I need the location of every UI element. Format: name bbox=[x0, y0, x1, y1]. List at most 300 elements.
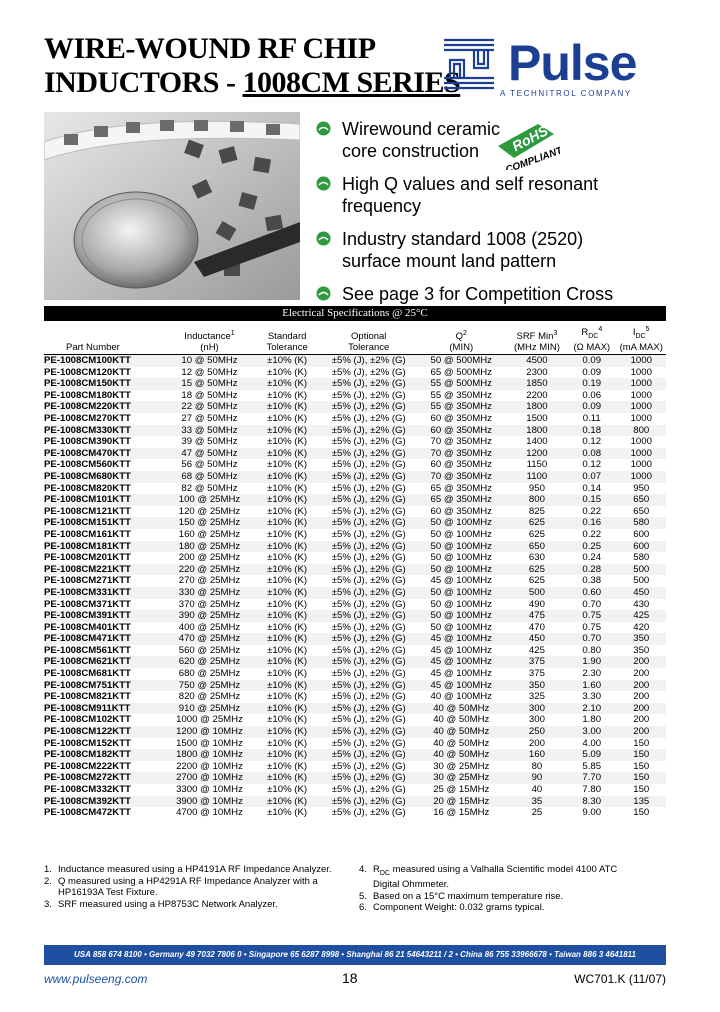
q-cell: 65 @ 500MHz bbox=[430, 366, 492, 378]
srf-cell: 625 bbox=[528, 528, 545, 540]
srf-cell: 490 bbox=[528, 598, 545, 610]
optional-tolerance-cell: ±5% (J), ±2% (G) bbox=[331, 807, 406, 819]
table-row bbox=[44, 506, 666, 518]
feature-item bbox=[316, 228, 676, 272]
q-cell: 40 @ 50MHz bbox=[433, 714, 490, 726]
table-row bbox=[44, 541, 666, 553]
inductance-cell: 1800 @ 10MHz bbox=[166, 749, 252, 761]
col-q-unit: (MIN) bbox=[449, 342, 474, 354]
optional-tolerance-cell: ±5% (J), ±2% (G) bbox=[322, 796, 416, 808]
srf-cell: 300 bbox=[507, 703, 567, 715]
inductance-cell: 39 @ 50MHz bbox=[181, 436, 238, 448]
rohs-badge-sublabel: COMPLIANT bbox=[504, 145, 560, 170]
optional-tolerance-cell: ±5% (J), ±2% (G) bbox=[331, 598, 406, 610]
inductance-cell: 56 @ 50MHz bbox=[181, 459, 238, 471]
q-cell: 55 @ 350MHz bbox=[430, 389, 492, 401]
q-cell: 25 @ 15MHz bbox=[433, 784, 490, 796]
srf-cell: 625 bbox=[507, 517, 567, 529]
inductance-cell: 15 @ 50MHz bbox=[166, 378, 252, 390]
q-cell: 40 @ 50MHz bbox=[416, 726, 507, 738]
srf-cell: 4500 bbox=[507, 355, 567, 367]
optional-tolerance-cell: ±5% (J), ±2% (G) bbox=[322, 633, 416, 645]
inductance-cell: 470 @ 25MHz bbox=[166, 633, 252, 645]
col-standard-label-2: Tolerance bbox=[266, 342, 308, 354]
q-cell: 40 @ 50MHz bbox=[433, 737, 490, 749]
q-cell: 50 @ 100MHz bbox=[416, 587, 507, 599]
idc-cell: 200 bbox=[633, 691, 650, 703]
note-6-text: Component Weight: 0.032 grams typical. bbox=[373, 902, 545, 914]
idc-cell: 1000 bbox=[616, 378, 666, 390]
standard-tolerance-cell: ±10% (K) bbox=[267, 691, 308, 703]
table-row bbox=[44, 749, 666, 761]
part-number-cell: PE-1008CM121KTT bbox=[44, 505, 131, 517]
q-cell: 45 @ 100MHz bbox=[430, 668, 492, 680]
col-rdc-sub: DC bbox=[588, 333, 599, 341]
feature-text: Wirewound ceramic bbox=[342, 119, 501, 139]
rdc-cell: 0.60 bbox=[567, 587, 616, 599]
col-idc-sub: DC bbox=[635, 333, 646, 341]
feature-text: surface mount land pattern bbox=[342, 251, 557, 271]
standard-tolerance-cell: ±10% (K) bbox=[253, 517, 322, 529]
srf-cell: 35 bbox=[507, 796, 567, 808]
table-row bbox=[44, 494, 666, 506]
rdc-cell: 0.09 bbox=[567, 401, 616, 413]
idc-cell: 950 bbox=[633, 482, 650, 494]
idc-cell: 1000 bbox=[630, 366, 652, 378]
table-row bbox=[44, 355, 666, 367]
q-cell: 50 @ 100MHz bbox=[416, 541, 507, 553]
optional-tolerance-cell: ±5% (J), ±2% (G) bbox=[322, 610, 416, 622]
q-cell: 45 @ 100MHz bbox=[416, 656, 507, 668]
note-5-text: Based on a 15°C maximum temperature rise. bbox=[373, 890, 564, 902]
feature-text: core construction bbox=[342, 141, 480, 161]
q-cell: 60 @ 350MHz bbox=[416, 425, 507, 437]
col-part-number-label: Part Number bbox=[66, 342, 120, 354]
notes-left bbox=[44, 864, 344, 910]
q-cell: 50 @ 100MHz bbox=[430, 552, 492, 564]
standard-tolerance-cell: ±10% (K) bbox=[253, 355, 322, 367]
title-line-2-prefix: INDUCTORS - bbox=[44, 66, 243, 99]
inductance-cell: 120 @ 25MHz bbox=[178, 505, 241, 517]
col-idc-unit: (mA MAX) bbox=[619, 342, 663, 354]
table-row bbox=[44, 703, 666, 715]
q-cell: 50 @ 100MHz bbox=[430, 598, 492, 610]
standard-tolerance-cell: ±10% (K) bbox=[253, 401, 322, 413]
pulse-logo-icon bbox=[438, 38, 500, 90]
part-number-cell: PE-1008CM270KTT bbox=[44, 413, 131, 425]
part-number-cell: PE-1008CM561KTT bbox=[44, 644, 131, 656]
standard-tolerance-cell: ±10% (K) bbox=[267, 575, 308, 587]
srf-cell: 425 bbox=[528, 644, 545, 656]
idc-cell: 420 bbox=[633, 621, 650, 633]
standard-tolerance-cell: ±10% (K) bbox=[253, 378, 322, 390]
idc-cell: 1000 bbox=[616, 355, 666, 367]
idc-cell: 200 bbox=[633, 714, 650, 726]
standard-tolerance-cell: ±10% (K) bbox=[267, 714, 308, 726]
optional-tolerance-cell: ±5% (J), ±2% (G) bbox=[331, 413, 406, 425]
inductance-cell: 22 @ 50MHz bbox=[166, 401, 252, 413]
inductance-cell: 910 @ 25MHz bbox=[166, 703, 252, 715]
rdc-cell: 0.06 bbox=[582, 389, 602, 401]
idc-cell: 1000 bbox=[630, 459, 652, 471]
q-cell: 40 @ 50MHz bbox=[416, 749, 507, 761]
col-rdc bbox=[567, 322, 616, 355]
optional-tolerance-cell: ±5% (J), ±2% (G) bbox=[331, 389, 406, 401]
note-ref: 3 bbox=[553, 329, 558, 337]
rdc-cell: 0.38 bbox=[582, 575, 602, 587]
standard-tolerance-cell: ±10% (K) bbox=[253, 656, 322, 668]
col-rdc-unit: (Ω MAX) bbox=[573, 342, 611, 354]
rohs-badge-label: RoHS bbox=[509, 122, 551, 155]
srf-cell: 2200 bbox=[526, 389, 548, 401]
optional-tolerance-cell: ±5% (J), ±2% (G) bbox=[322, 680, 416, 692]
srf-cell: 160 bbox=[507, 749, 567, 761]
optional-tolerance-cell: ±5% (J), ±2% (G) bbox=[322, 448, 416, 460]
col-srf bbox=[507, 322, 567, 355]
idc-cell: 1000 bbox=[630, 389, 652, 401]
part-number-cell: PE-1008CM151KTT bbox=[44, 517, 166, 529]
rdc-cell: 7.70 bbox=[567, 772, 616, 784]
col-inductance bbox=[166, 322, 252, 355]
q-cell: 70 @ 350MHz bbox=[416, 471, 507, 483]
q-cell: 50 @ 500MHz bbox=[416, 355, 507, 367]
part-number-cell: PE-1008CM472KTT bbox=[44, 807, 131, 819]
optional-tolerance-cell: ±5% (J), ±2% (G) bbox=[322, 749, 416, 761]
table-row bbox=[44, 656, 666, 668]
q-cell: 60 @ 350MHz bbox=[430, 505, 492, 517]
idc-cell: 1000 bbox=[616, 401, 666, 413]
idc-cell: 800 bbox=[616, 425, 666, 437]
optional-tolerance-cell: ±5% (J), ±2% (G) bbox=[331, 528, 406, 540]
idc-cell: 150 bbox=[633, 760, 650, 772]
table-row bbox=[44, 691, 666, 703]
standard-tolerance-cell: ±10% (K) bbox=[267, 598, 308, 610]
rdc-cell: 9.00 bbox=[582, 807, 602, 819]
q-cell: 50 @ 100MHz bbox=[430, 621, 492, 633]
table-row bbox=[44, 645, 666, 657]
col-inductance-label: Inductance bbox=[184, 331, 231, 343]
standard-tolerance-cell: ±10% (K) bbox=[253, 680, 322, 692]
rdc-cell: 0.70 bbox=[582, 598, 602, 610]
inductance-cell: 220 @ 25MHz bbox=[166, 564, 252, 576]
rdc-cell: 0.24 bbox=[582, 552, 602, 564]
spec-table-title: Electrical Specifications @ 25°C bbox=[44, 306, 666, 321]
standard-tolerance-cell: ±10% (K) bbox=[267, 807, 308, 819]
pulse-logo bbox=[438, 35, 668, 100]
col-standard-tolerance bbox=[253, 322, 322, 355]
part-number-cell: PE-1008CM391KTT bbox=[44, 610, 166, 622]
srf-cell: 200 bbox=[528, 737, 545, 749]
green-bullet-icon bbox=[316, 231, 331, 246]
standard-tolerance-cell: ±10% (K) bbox=[253, 587, 322, 599]
optional-tolerance-cell: ±5% (J), ±2% (G) bbox=[322, 378, 416, 390]
note-1-text: Inductance measured using a HP4191A RF Impedance Analyzer. bbox=[58, 864, 332, 875]
inductance-cell: 3900 @ 10MHz bbox=[166, 796, 252, 808]
part-number-cell: PE-1008CM331KTT bbox=[44, 587, 166, 599]
optional-tolerance-cell: ±5% (J), ±2% (G) bbox=[322, 726, 416, 738]
optional-tolerance-cell: ±5% (J), ±2% (G) bbox=[331, 459, 406, 471]
srf-cell: 475 bbox=[507, 610, 567, 622]
optional-tolerance-cell: ±5% (J), ±2% (G) bbox=[331, 691, 406, 703]
inductance-cell: 160 @ 25MHz bbox=[178, 528, 241, 540]
optional-tolerance-cell: ±5% (J), ±2% (G) bbox=[322, 425, 416, 437]
title-series: 1008CM SERIES bbox=[242, 66, 461, 99]
srf-cell: 25 bbox=[531, 807, 543, 819]
idc-cell: 200 bbox=[616, 656, 666, 668]
standard-tolerance-cell: ±10% (K) bbox=[267, 668, 308, 680]
standard-tolerance-cell: ±10% (K) bbox=[267, 482, 308, 494]
q-cell: 50 @ 100MHz bbox=[416, 564, 507, 576]
rdc-cell: 0.11 bbox=[582, 413, 601, 425]
note-2-text-2: HP16193A Test Fixture. bbox=[58, 887, 158, 898]
table-row bbox=[44, 680, 666, 692]
note-4-prefix: R bbox=[373, 864, 380, 875]
part-number-cell: PE-1008CM122KTT bbox=[44, 726, 166, 738]
rdc-cell: 0.15 bbox=[567, 494, 616, 506]
optional-tolerance-cell: ±5% (J), ±2% (G) bbox=[331, 737, 406, 749]
srf-cell: 40 bbox=[531, 784, 543, 796]
idc-cell: 150 bbox=[616, 772, 666, 784]
q-cell: 50 @ 100MHz bbox=[416, 610, 507, 622]
optional-tolerance-cell: ±5% (J), ±2% (G) bbox=[322, 471, 416, 483]
table-row bbox=[44, 552, 666, 564]
inductance-cell: 750 @ 25MHz bbox=[166, 680, 252, 692]
part-number-cell: PE-1008CM332KTT bbox=[44, 784, 131, 796]
table-row bbox=[44, 784, 666, 796]
idc-cell: 350 bbox=[616, 633, 666, 645]
rdc-cell: 0.09 bbox=[567, 355, 616, 367]
inductance-cell: 2700 @ 10MHz bbox=[166, 772, 252, 784]
idc-cell: 425 bbox=[616, 610, 666, 622]
inductance-cell: 10 @ 50MHz bbox=[166, 355, 252, 367]
feature-text: High Q values and self resonant frequency bbox=[342, 174, 599, 216]
spec-table-header bbox=[44, 322, 666, 355]
feature-text: See page 3 for Competition Cross bbox=[342, 284, 614, 304]
q-cell: 30 @ 25MHz bbox=[416, 772, 507, 784]
inductance-cell: 47 @ 50MHz bbox=[166, 448, 252, 460]
srf-cell: 2300 bbox=[526, 366, 548, 378]
q-cell: 40 @ 50MHz bbox=[416, 703, 507, 715]
part-number-cell: PE-1008CM272KTT bbox=[44, 772, 166, 784]
notes-right bbox=[359, 864, 666, 914]
inductance-cell: 330 @ 25MHz bbox=[166, 587, 252, 599]
srf-cell: 1400 bbox=[526, 436, 548, 448]
green-bullet-icon bbox=[316, 176, 331, 191]
idc-cell: 1000 bbox=[616, 448, 666, 460]
col-standard-label: Standard bbox=[267, 331, 307, 343]
part-number-cell: PE-1008CM560KTT bbox=[44, 459, 131, 471]
rdc-cell: 2.30 bbox=[582, 668, 602, 680]
optional-tolerance-cell: ±5% (J), ±2% (G) bbox=[331, 482, 406, 494]
rdc-cell: 0.22 bbox=[582, 528, 602, 540]
website-link[interactable]: www.pulseeng.com bbox=[44, 972, 148, 986]
col-inductance-unit: (nH) bbox=[200, 342, 219, 354]
pulse-logo-tagline: A TECHNITROL COMPANY bbox=[500, 89, 632, 98]
q-cell: 50 @ 100MHz bbox=[430, 528, 492, 540]
standard-tolerance-cell: ±10% (K) bbox=[253, 564, 322, 576]
optional-tolerance-cell: ±5% (J), ±2% (G) bbox=[331, 366, 406, 378]
standard-tolerance-cell: ±10% (K) bbox=[267, 644, 308, 656]
idc-cell: 430 bbox=[633, 598, 650, 610]
idc-cell: 580 bbox=[616, 517, 666, 529]
table-row bbox=[44, 367, 666, 379]
pulse-logo-word: Pulse bbox=[508, 35, 637, 91]
table-row bbox=[44, 622, 666, 634]
part-number-cell: PE-1008CM390KTT bbox=[44, 436, 131, 448]
srf-cell: 90 bbox=[507, 772, 567, 784]
srf-cell: 500 bbox=[507, 587, 567, 599]
rdc-cell: 0.75 bbox=[567, 610, 616, 622]
optional-tolerance-cell: ±5% (J), ±2% (G) bbox=[331, 621, 406, 633]
optional-tolerance-cell: ±5% (J), ±2% (G) bbox=[331, 575, 406, 587]
table-row bbox=[44, 378, 666, 390]
rdc-cell: 0.80 bbox=[582, 644, 602, 656]
srf-cell: 1500 bbox=[526, 413, 548, 425]
title-line-2 bbox=[44, 66, 460, 100]
optional-tolerance-cell: ±5% (J), ±2% (G) bbox=[322, 772, 416, 784]
note-ref: 1 bbox=[230, 329, 235, 337]
q-cell: 55 @ 350MHz bbox=[416, 401, 507, 413]
idc-cell: 650 bbox=[633, 505, 650, 517]
optional-tolerance-cell: ±5% (J), ±2% (G) bbox=[322, 355, 416, 367]
page-title bbox=[44, 32, 460, 100]
standard-tolerance-cell: ±10% (K) bbox=[267, 552, 308, 564]
srf-cell: 800 bbox=[507, 494, 567, 506]
idc-cell: 200 bbox=[616, 703, 666, 715]
table-row bbox=[44, 517, 666, 529]
inductance-cell: 1500 @ 10MHz bbox=[176, 737, 243, 749]
part-number-cell: PE-1008CM751KTT bbox=[44, 680, 166, 692]
note-3-text: SRF measured using a HP8753C Network Analyzer. bbox=[58, 898, 278, 910]
standard-tolerance-cell: ±10% (K) bbox=[267, 737, 308, 749]
standard-tolerance-cell: ±10% (K) bbox=[253, 633, 322, 645]
rdc-cell: 0.18 bbox=[567, 425, 616, 437]
rdc-cell: 0.75 bbox=[582, 621, 602, 633]
rdc-cell: 3.00 bbox=[567, 726, 616, 738]
inductance-cell: 4700 @ 10MHz bbox=[176, 807, 243, 819]
standard-tolerance-cell: ±10% (K) bbox=[267, 784, 308, 796]
q-cell: 30 @ 25MHz bbox=[433, 760, 490, 772]
inductance-cell: 100 @ 25MHz bbox=[166, 494, 252, 506]
standard-tolerance-cell: ±10% (K) bbox=[267, 528, 308, 540]
col-srf-unit: (MHz MIN) bbox=[513, 342, 560, 354]
idc-cell: 580 bbox=[633, 552, 650, 564]
col-optional-tolerance bbox=[322, 322, 416, 355]
part-number-cell: PE-1008CM821KTT bbox=[44, 691, 131, 703]
rdc-cell: 5.85 bbox=[582, 760, 602, 772]
srf-cell: 80 bbox=[531, 760, 543, 772]
standard-tolerance-cell: ±10% (K) bbox=[267, 459, 308, 471]
col-optional-label: Optional bbox=[351, 331, 387, 343]
optional-tolerance-cell: ±5% (J), ±2% (G) bbox=[331, 784, 406, 796]
q-cell: 45 @ 100MHz bbox=[416, 633, 507, 645]
col-optional-label-2: Tolerance bbox=[348, 342, 390, 354]
optional-tolerance-cell: ±5% (J), ±2% (G) bbox=[322, 541, 416, 553]
q-cell: 16 @ 15MHz bbox=[433, 807, 490, 819]
rdc-cell: 4.00 bbox=[582, 737, 602, 749]
idc-cell: 200 bbox=[616, 726, 666, 738]
table-row bbox=[44, 483, 666, 495]
srf-cell: 325 bbox=[528, 691, 545, 703]
green-bullet-icon bbox=[316, 121, 331, 136]
q-cell: 65 @ 350MHz bbox=[416, 494, 507, 506]
part-number-cell: PE-1008CM470KTT bbox=[44, 448, 166, 460]
part-number-cell: PE-1008CM820KTT bbox=[44, 482, 131, 494]
feature-text: Industry standard 1008 (2520) bbox=[342, 229, 584, 249]
standard-tolerance-cell: ±10% (K) bbox=[267, 389, 308, 401]
idc-cell: 450 bbox=[616, 587, 666, 599]
inductance-cell: 3300 @ 10MHz bbox=[176, 784, 243, 796]
optional-tolerance-cell: ±5% (J), ±2% (G) bbox=[322, 587, 416, 599]
table-row bbox=[44, 390, 666, 402]
inductance-cell: 680 @ 25MHz bbox=[178, 668, 241, 680]
part-number-cell: PE-1008CM102KTT bbox=[44, 714, 131, 726]
idc-cell: 600 bbox=[616, 541, 666, 553]
inductance-cell: 2200 @ 10MHz bbox=[176, 760, 243, 772]
part-number-cell: PE-1008CM201KTT bbox=[44, 552, 131, 564]
footer bbox=[44, 972, 666, 990]
standard-tolerance-cell: ±10% (K) bbox=[253, 494, 322, 506]
rdc-cell: 1.60 bbox=[567, 680, 616, 692]
optional-tolerance-cell: ±5% (J), ±2% (G) bbox=[331, 552, 406, 564]
table-row bbox=[44, 610, 666, 622]
table-row bbox=[44, 738, 666, 750]
rdc-cell: 2.10 bbox=[567, 703, 616, 715]
srf-cell: 450 bbox=[507, 633, 567, 645]
table-row bbox=[44, 668, 666, 680]
optional-tolerance-cell: ±5% (J), ±2% (G) bbox=[322, 703, 416, 715]
note-4-text: measured using a Valhalla Scientific model 4100 ATC bbox=[390, 864, 618, 875]
table-row bbox=[44, 459, 666, 471]
idc-cell: 1000 bbox=[616, 471, 666, 483]
optional-tolerance-cell: ±5% (J), ±2% (G) bbox=[331, 668, 406, 680]
rdc-cell: 0.28 bbox=[567, 564, 616, 576]
optional-tolerance-cell: ±5% (J), ±2% (G) bbox=[331, 644, 406, 656]
part-number-cell: PE-1008CM621KTT bbox=[44, 656, 166, 668]
srf-cell: 470 bbox=[528, 621, 545, 633]
rdc-cell: 5.09 bbox=[567, 749, 616, 761]
part-number-cell: PE-1008CM161KTT bbox=[44, 528, 131, 540]
part-number-cell: PE-1008CM221KTT bbox=[44, 564, 166, 576]
q-cell: 20 @ 15MHz bbox=[416, 796, 507, 808]
standard-tolerance-cell: ±10% (K) bbox=[253, 425, 322, 437]
idc-cell: 150 bbox=[616, 749, 666, 761]
inductance-cell: 18 @ 50MHz bbox=[181, 389, 238, 401]
srf-cell: 350 bbox=[507, 680, 567, 692]
inductance-cell: 68 @ 50MHz bbox=[166, 471, 252, 483]
feature-list bbox=[316, 118, 676, 316]
standard-tolerance-cell: ±10% (K) bbox=[253, 726, 322, 738]
part-number-cell: PE-1008CM680KTT bbox=[44, 471, 166, 483]
inductance-cell: 820 @ 25MHz bbox=[178, 691, 241, 703]
optional-tolerance-cell: ±5% (J), ±2% (G) bbox=[331, 505, 406, 517]
rdc-cell: 0.70 bbox=[567, 633, 616, 645]
rdc-cell: 0.25 bbox=[567, 541, 616, 553]
table-row bbox=[44, 413, 666, 425]
part-number-cell: PE-1008CM271KTT bbox=[44, 575, 131, 587]
part-number-cell: PE-1008CM681KTT bbox=[44, 668, 131, 680]
rdc-cell: 7.80 bbox=[582, 784, 602, 796]
table-row bbox=[44, 575, 666, 587]
part-number-cell: PE-1008CM401KTT bbox=[44, 621, 131, 633]
note-ref: 2 bbox=[463, 329, 467, 337]
product-photo-illustration bbox=[44, 112, 300, 300]
part-number-cell: PE-1008CM220KTT bbox=[44, 401, 166, 413]
srf-cell: 625 bbox=[507, 564, 567, 576]
col-idc bbox=[616, 322, 666, 355]
table-row bbox=[44, 471, 666, 483]
rdc-cell: 0.14 bbox=[582, 482, 602, 494]
